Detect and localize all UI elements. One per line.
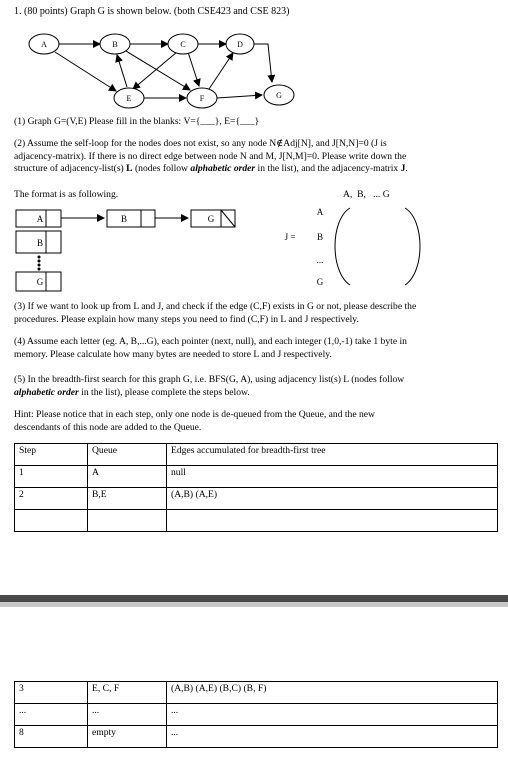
part5-text: (5) In the breadth-first search for this graph G, i.e. BFS(G, A), using adjacency list(s) L (nodes follow alphabetic order in the list), please complete the steps below. — [14, 374, 405, 398]
node-label-e: E — [126, 94, 132, 103]
header-edges: Edges accumulated for breadth-first tree — [167, 444, 498, 466]
matrix-row-a: A — [316, 207, 324, 217]
edge-b-f — [126, 51, 190, 90]
part2-line2: adjacency-matrix). If there is no direct edge between node N and M, J[N,M]=0. Please write down the — [14, 150, 407, 162]
list-head-a: A — [36, 214, 44, 224]
hint-text: Hint: Please notice that in each step, only one node is de-queued from the Queue, and the new descendants of this node are added to the Queue. — [14, 409, 375, 433]
edge-d-g — [254, 44, 272, 82]
edge-f-d — [209, 53, 233, 89]
part2-line3: structure of adjacency-list(s) L (nodes follow alphabetic order in the list), and the adjacency-matrix J. — [14, 163, 408, 175]
edge-a-e — [55, 52, 116, 91]
node-label-g: G — [276, 91, 282, 100]
matrix-row-dots: ... — [316, 255, 324, 265]
table-row: 1 A null — [15, 466, 498, 488]
table-row: 2 B,E (A,B) (A,E) — [15, 488, 498, 510]
node-label-a: A — [41, 40, 47, 49]
matrix-column-header: A, B, ... G — [343, 189, 390, 200]
edge-e-b — [117, 55, 127, 87]
header-step: Step — [15, 444, 88, 466]
edge-c-e — [133, 52, 177, 89]
node-label-b: B — [112, 40, 118, 49]
table-row: 3 E, C, F (A,B) (A,E) (B,C) (B, F) — [15, 682, 498, 704]
viewer-separator-light — [0, 602, 508, 607]
node-label-d: D — [237, 40, 243, 49]
bfs-table-top — [14, 443, 498, 532]
matrix-j-label: J = — [284, 232, 296, 242]
format-label: The format is as following. — [14, 189, 119, 200]
list-node-g: G — [207, 214, 215, 224]
node-label-f: F — [199, 94, 205, 103]
list-dots — [38, 256, 41, 271]
table-row — [15, 510, 498, 532]
header-queue: Queue — [88, 444, 167, 466]
list-head-b: B — [36, 238, 44, 248]
viewer-separator-dark — [0, 595, 508, 602]
node-label-c: C — [180, 40, 186, 49]
part1-text: (1) Graph G=(V,E) Please fill in the blanks: V={___}, E={___} — [14, 116, 260, 127]
list-head-g: G — [36, 277, 44, 287]
part2-text — [14, 138, 498, 176]
table-row: ... ... ... — [15, 704, 498, 726]
table-row: 8 empty ... — [15, 726, 498, 748]
list-node-b: B — [120, 214, 128, 224]
table-header-row — [15, 444, 498, 466]
part2-line1: (2) Assume the self-loop for the nodes does not exist, so any node N∉Adj[N], and J[N,N]=0 (J is — [14, 138, 387, 149]
matrix-row-b: B — [316, 232, 324, 242]
matrix-row-g: G — [316, 277, 324, 287]
question-title: 1. (80 points) Graph G is shown below. (both CSE423 and CSE 823) — [14, 6, 290, 17]
edge-f-g — [217, 95, 262, 98]
graph-nodes — [29, 34, 294, 108]
bfs-table-bottom — [14, 681, 498, 748]
part3-text: (3) If we want to look up from L and J, and check if the edge (C,F) exists in G or not, please describe the procedures. Please explain how many steps you need to find (C,F) in L and J respectively. — [14, 301, 417, 325]
part4-text: (4) Assume each letter (eg. A, B,...G), each pointer (next, null), and each integer (1,0,-1) take 1 byte in memory. Please calculate how many bytes are needed to store L and J respectively. — [14, 336, 407, 360]
edge-c-f — [188, 52, 199, 86]
matrix-brackets — [335, 208, 420, 285]
